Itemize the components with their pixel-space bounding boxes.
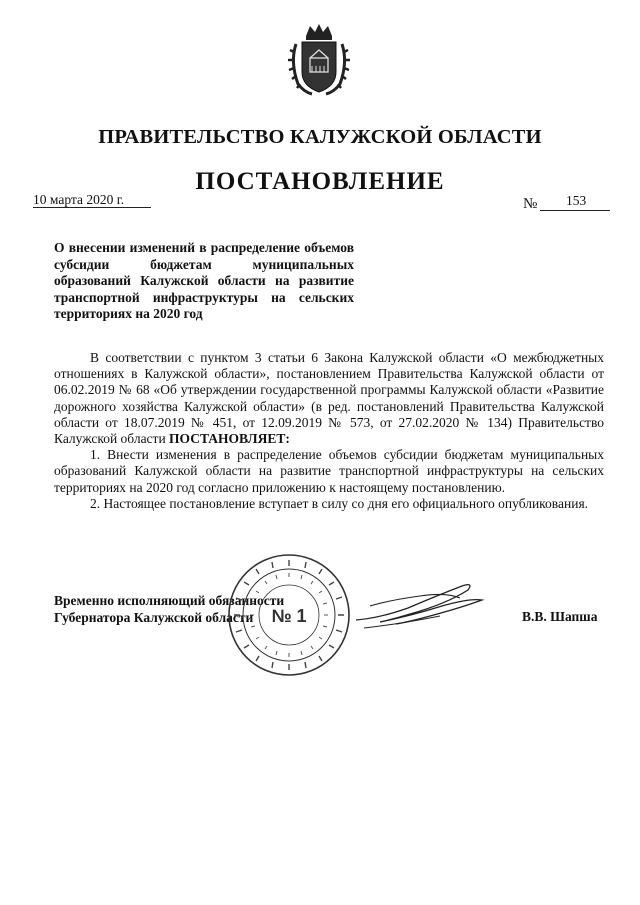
intro-text: В соответствии с пунктом 3 статьи 6 Закона Калужской области «О межбюджетных отношениях в Калужской области», постановлением Правительства Калужской области от 06.02.2019 № 68 «Об утверждении государственной программы Калужской области «Развитие дорожного хозяйства Калужской области» (в ред. постановлений Правительства Калужской области от 18.07.2019 № 451, от 12.09.2019 № 573, от 27.02.2020 № 134) Правительство Калужской области — [54, 350, 604, 447]
item-1: 1. Внести изменения в распределение объемов субсидии бюджетам муниципальных образований Калужской области на развитие транспортной инфраструктуры на сельских территориях на 2020 год согласно приложению к настоящему постановлению. — [54, 447, 604, 495]
position-line-1: Временно исполняющий обязанности — [54, 593, 285, 608]
number-underline — [540, 210, 610, 211]
government-title: ПРАВИТЕЛЬСТВО КАЛУЖСКОЙ ОБЛАСТИ — [98, 126, 542, 148]
position-line-2: Губернатора Калужской области — [54, 610, 254, 625]
document-body — [54, 350, 604, 512]
official-stamp — [226, 552, 352, 678]
signatory-name: В.В. Шапша — [522, 609, 598, 624]
document-date: 10 марта 2020 г. — [33, 192, 125, 207]
intro-paragraph — [54, 350, 604, 447]
item-2: 2. Настоящее постановление вступает в силу со дня его официального опубликования. — [90, 495, 589, 511]
date-underline — [33, 207, 151, 208]
document-type-title: ПОСТАНОВЛЕНИЕ — [195, 168, 445, 195]
document-number: 153 — [566, 193, 587, 208]
coat-of-arms-icon — [286, 22, 352, 98]
decree-word: ПОСТАНОВЛЯЕТ: — [169, 431, 290, 447]
handwritten-signature — [350, 578, 490, 632]
number-sign: № — [523, 196, 538, 212]
stamp-number: № 1 — [271, 606, 307, 626]
document-subject: О внесении изменений в распределение объемов субсидии бюджетам муниципальных образований Калужской области на развитие транспортной инфраструктуры на сельских территориях на 2020 год — [54, 240, 354, 321]
